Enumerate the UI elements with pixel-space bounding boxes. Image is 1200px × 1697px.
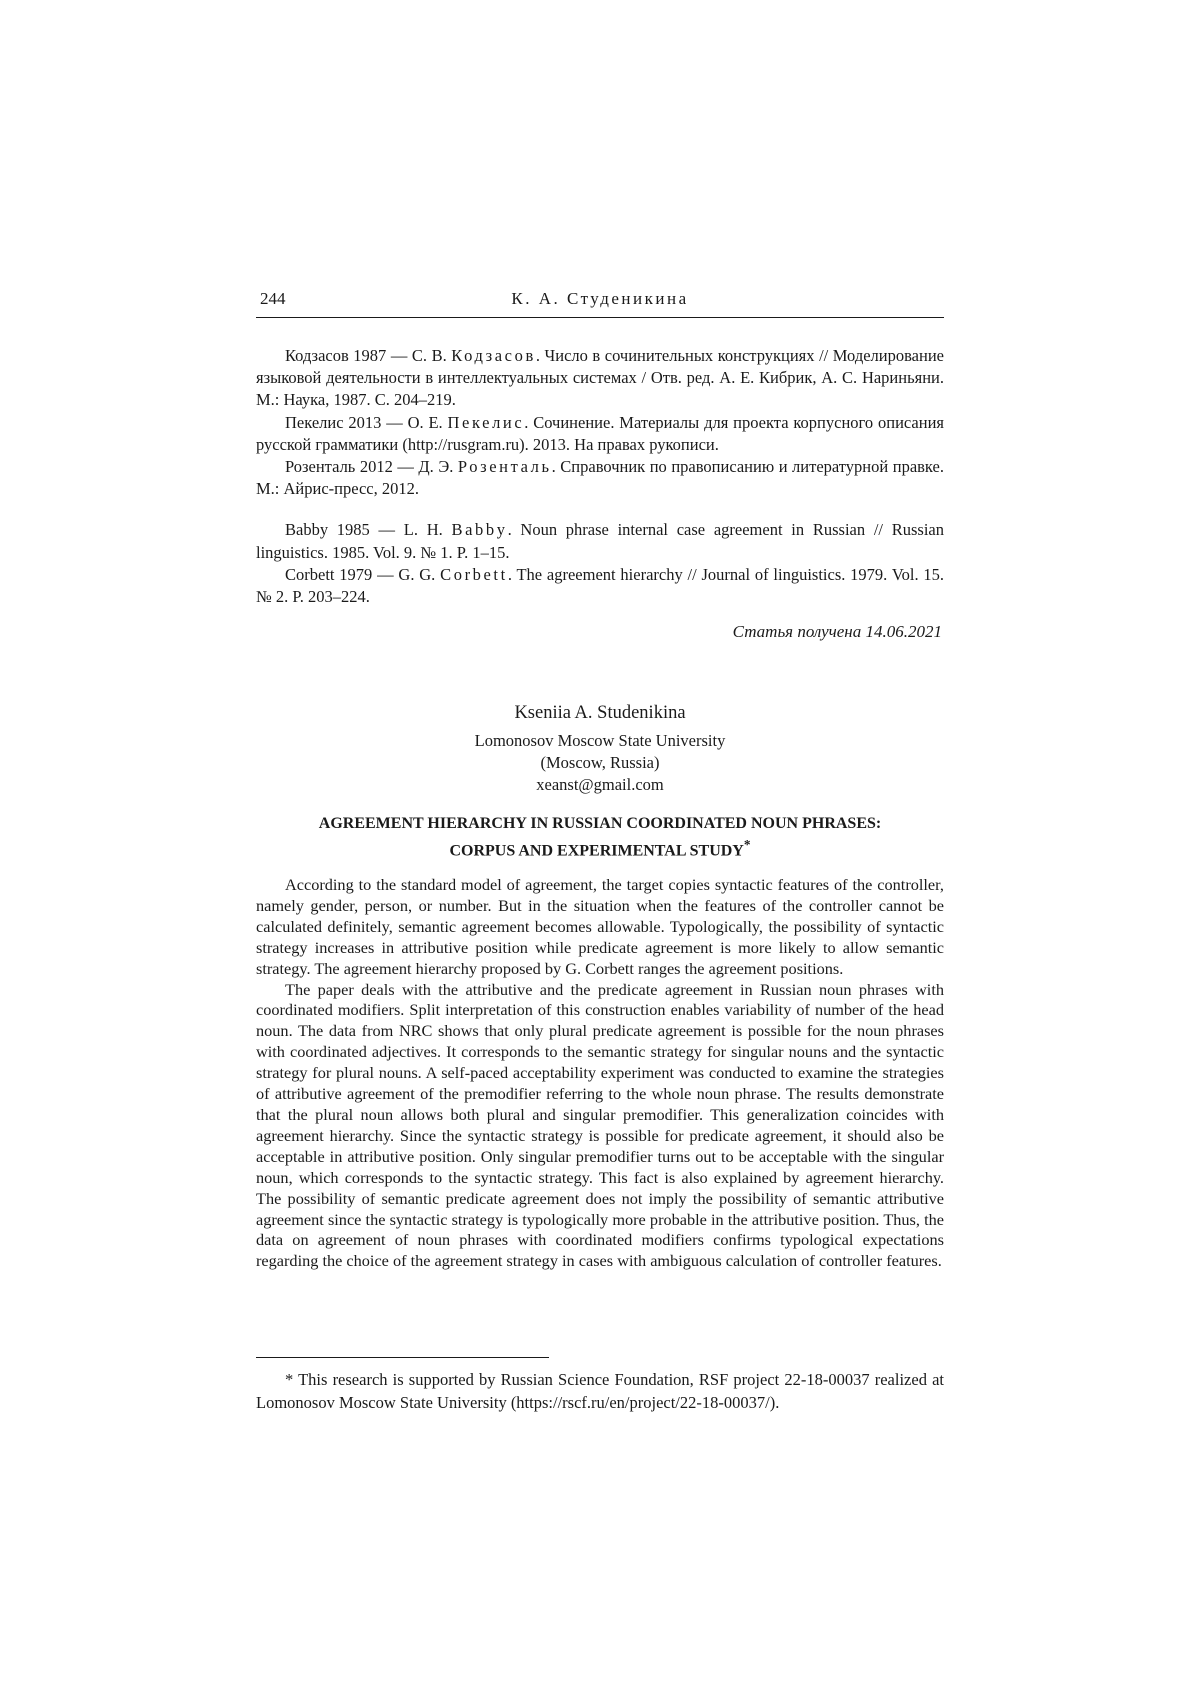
- page-number: 244: [260, 289, 286, 308]
- article-title-line: CORPUS AND EXPERIMENTAL STUDY*: [449, 836, 751, 859]
- footnote-text: This research is supported by Russian Science Foundation, RSF project 22-18-00037 realized at Lomonosov Moscow State University (https://rscf.ru/en/project/22-18-00037/).: [256, 1370, 944, 1412]
- author-block: [256, 700, 944, 796]
- article-title-line: AGREEMENT HIERARCHY IN RUSSIAN COORDINATED NOUN PHRASES:: [318, 815, 882, 832]
- author-name: Kseniia A. Studenikina: [514, 703, 686, 723]
- author-email: xeanst@gmail.com: [536, 775, 664, 794]
- footnote-separator: [256, 1357, 549, 1358]
- reference-entry: Розенталь 2012 — Д. Э. Розенталь. Справочник по правописанию и литературной правке. М.: Айрис-пресс, 2012.: [256, 457, 944, 499]
- footnote-mark: *: [285, 1370, 294, 1389]
- abstract-paragraph: According to the standard model of agreement, the target copies syntactic features of the controller, namely gender, person, or number. But in the situation when the features of the controller cannot be calculated definitely, semantic agreement becomes allowable. Typologically, the possibility of syntactic strategy increases in attributive position while predicate agreement is more likely to allow semantic strategy. The agreement hierarchy proposed by G. Corbett ranges the agreement positions.: [256, 875, 944, 978]
- received-date-note: Статья получена 14.06.2021: [732, 622, 942, 641]
- reference-entry: Babby 1985 — L. H. Babby. Noun phrase internal case agreement in Russian // Russian linguistics. 1985. Vol. 9. № 1. P. 1–15.: [256, 520, 944, 562]
- abstract-paragraph: The paper deals with the attributive and the predicate agreement in Russian noun phrases with coordinated modifiers. Split interpretation of this construction enables variability of number of the head noun. The data from NRC shows that only plural predicate agreement is possible for the noun phrases with coordinated adjectives. It corresponds to the semantic strategy for singular nouns and the syntactic strategy for plural nouns. A self-paced acceptability experiment was conducted to examine the strategies of attributive agreement of the premodifier referring to the whole noun phrase. The results demonstrate that the plural noun allows both plural and singular premodifier. This generalization coincides with agreement hierarchy. Since the syntactic strategy is possible for predicate agreement, it should also be acceptable in attributive position. Only singular premodifier turns out to be acceptable with the singular noun, which corresponds to the syntactic strategy. This fact is also explained by agreement hierarchy. The possibility of semantic predicate agreement does not imply the possibility of semantic attributive agreement since the syntactic strategy is typologically more probable in the attributive position. Thus, the data on agreement of noun phrases with coordinated modifiers confirms typological expectations regarding the choice of the agreement strategy in cases with ambiguous calculation of controller features.: [256, 979, 944, 1271]
- author-affiliation: [256, 730, 944, 796]
- footnote: [256, 1369, 944, 1414]
- article-title: [256, 814, 944, 861]
- journal-page: [256, 0, 944, 1697]
- reference-entry: Пекелис 2013 — О. Е. Пекелис. Сочинение. Материалы для проекта корпусного описания русской грамматики (http://rusgram.ru). 2013. На правах рукописи.: [256, 412, 944, 454]
- abstract: [256, 875, 944, 1272]
- running-head: [256, 285, 944, 318]
- running-title: К. А. Студеникина: [511, 289, 689, 308]
- footnote-marker: *: [743, 836, 751, 852]
- reference-list: [256, 345, 944, 608]
- reference-entry: Кодзасов 1987 — С. В. Кодзасов. Число в сочинительных конструкциях // Моделирование языковой деятельности в интеллектуальных системах / Отв. ред. А. Е. Кибрик, А. С. Нариньяни. М.: Наука, 1987. С. 204–219.: [256, 346, 944, 410]
- affiliation-university: Lomonosov Moscow State University: [474, 731, 726, 750]
- reference-gap: [256, 500, 944, 519]
- reference-entry: Corbett 1979 — G. G. Corbett. The agreement hierarchy // Journal of linguistics. 1979. Vol. 15. № 2. P. 203–224.: [256, 564, 944, 607]
- affiliation-location: (Moscow, Russia): [540, 753, 660, 772]
